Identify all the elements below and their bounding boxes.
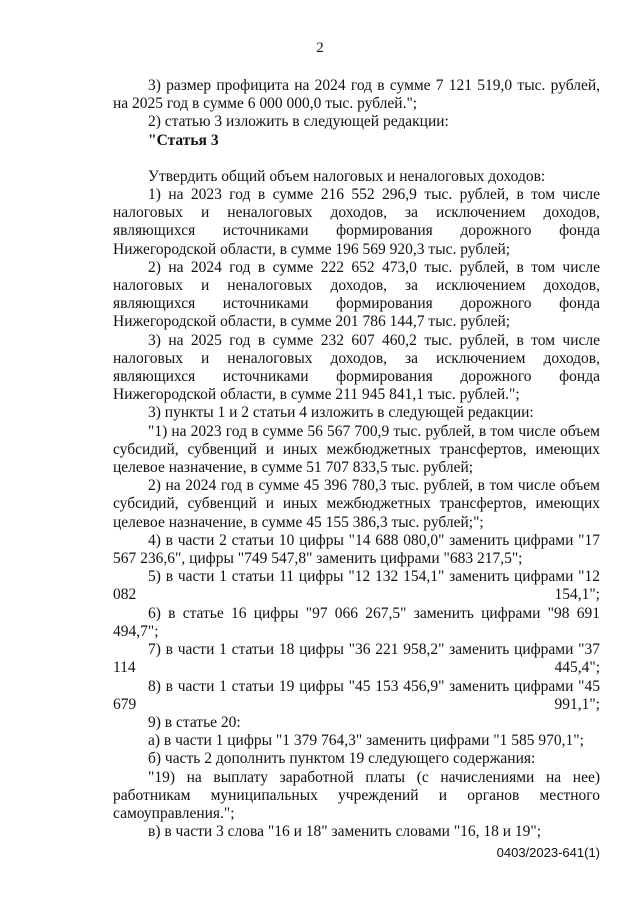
paragraph-surplus: 3) размер профицита на 2024 год в сумме 7 121 519,0 тыс. рублей, на 2025 год в сумме 6 000 000,0 тыс. рублей.";	[113, 77, 600, 113]
paragraph-revenue-2024: 2) на 2024 год в сумме 222 652 473,0 тыс. рублей, в том числе налоговых и неналоговых доходов, за исключением доходов, являющихся источниками формирования дорожного фонда Нижегородской области, в сумме 201 786 144,7 тыс. рублей;	[113, 258, 600, 331]
paragraph-item19: "19) на выплату заработной платы (с начислениями на нее) работникам муниципальных учреждений и органов местного самоуправления.";	[113, 768, 600, 822]
paragraph-revenue-2025: 3) на 2025 год в сумме 232 607 460,2 тыс. рублей, в том числе налоговых и неналоговых доходов, за исключением доходов, являющихся источниками формирования дорожного фонда Нижегородской области, в сумме 211 945 841,1 тыс. рублей.";	[113, 331, 600, 404]
page-number: 2	[316, 40, 324, 56]
paragraph-article20: 9) в статье 20:	[148, 713, 241, 731]
paragraph-article19: 8) в части 1 статьи 19 цифры "45 153 456,9" заменить цифрами "45 679 991,1";	[113, 677, 600, 713]
article-heading: "Статья 3	[148, 131, 219, 149]
paragraph-article3-intro: 2) статью 3 изложить в следующей редакции:	[148, 113, 449, 131]
document-code: 0403/2023-641(1)	[496, 845, 600, 860]
paragraph-revenue-intro: Утвердить общий объем налоговых и неналоговых доходов:	[148, 167, 546, 185]
paragraph-article11: 5) в части 1 статьи 11 цифры "12 132 154,1" заменить цифрами "12 082 154,1";	[113, 568, 600, 604]
paragraph-article16: 6) в статье 16 цифры "97 066 267,5" заменить цифрами "98 691 494,7";	[113, 604, 600, 640]
paragraph-article20-c: в) в части 3 слова "16 и 18" заменить словами "16, 18 и 19";	[148, 823, 542, 841]
paragraph-article20-b: б) часть 2 дополнить пунктом 19 следующего содержания:	[148, 750, 536, 768]
paragraph-article20-a: а) в части 1 цифры "1 379 764,3" заменить цифрами "1 585 970,1";	[148, 732, 584, 750]
paragraph-article10: 4) в части 2 статьи 10 цифры "14 688 080,0" заменить цифрами "17 567 236,6", цифры "749 547,8" заменить цифрами "683 217,5";	[113, 531, 600, 568]
paragraph-revenue-2023: 1) на 2023 год в сумме 216 552 296,9 тыс. рублей, в том числе налоговых и неналоговых доходов, за исключением доходов, являющихся источниками формирования дорожного фонда Нижегородской области, в сумме 196 569 920,3 тыс. рублей;	[113, 186, 600, 258]
paragraph-article18: 7) в части 1 статьи 18 цифры "36 221 958,2" заменить цифрами "37 114 445,4";	[113, 641, 600, 677]
paragraph-transfers-2024: 2) на 2024 год в сумме 45 396 780,3 тыс. рублей, в том числе объем субсидий, субвенций и иных межбюджетных трансфертов, имеющих целевое назначение, в сумме 45 155 386,3 тыс. рублей;";	[113, 477, 600, 531]
paragraph-article4-intro: 3) пункты 1 и 2 статьи 4 изложить в следующей редакции:	[148, 404, 534, 422]
paragraph-transfers-2023: "1) на 2023 год в сумме 56 567 700,9 тыс. рублей, в том числе объем субсидий, субвенций и иных межбюджетных трансфертов, имеющих целевое назначение, в сумме 51 707 833,5 тыс. рублей;	[113, 422, 600, 477]
document-body	[113, 77, 600, 841]
